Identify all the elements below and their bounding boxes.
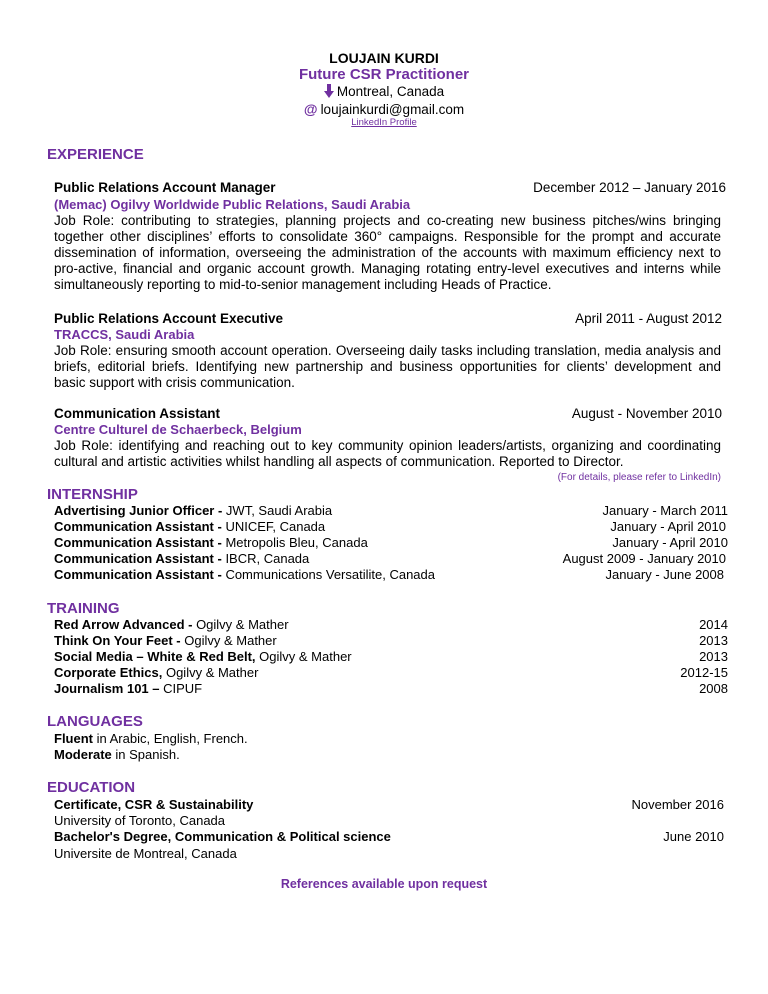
job-title: Communication Assistant (54, 406, 221, 421)
job-company: Centre Culturel de Schaerbeck, Belgium (54, 422, 302, 437)
training-org: Ogilvy & Mather (196, 617, 289, 632)
email-icon: @ (303, 101, 318, 117)
internship-entry (54, 519, 325, 534)
job-description (54, 213, 721, 293)
section-heading-experience: EXPERIENCE (47, 146, 144, 163)
job-company: (Memac) Ogilvy Worldwide Public Relations, Saudi Arabia (54, 197, 411, 212)
description-line: simultaneously reporting to mid-to-senior management including Heads of Practice. (54, 277, 552, 292)
description-line: Job Role: identifying and reaching out to key community opinion leaders/artists, organizing and coordinating (54, 438, 721, 453)
training-entry (54, 617, 289, 632)
education-date: June 2010 (663, 829, 724, 844)
internship-dates: January - April 2010 (612, 535, 728, 550)
job-description (54, 343, 721, 391)
job-title: Public Relations Account Manager (54, 180, 276, 195)
linkedin-link[interactable]: LinkedIn Profile (351, 117, 417, 128)
description-line: cultural and artistic activities whilst handling all aspects of communication. Reported to Director. (54, 454, 624, 469)
references-note: References available upon request (280, 877, 488, 891)
internship-org: IBCR, Canada (225, 551, 310, 566)
email-address[interactable]: loujainkurdi@gmail.com (320, 102, 465, 117)
internship-entry (54, 535, 368, 550)
language-level: Fluent (54, 731, 93, 746)
internship-dates: January - March 2011 (602, 503, 728, 518)
section-heading-education: EDUCATION (47, 779, 136, 796)
training-year: 2013 (699, 649, 728, 664)
language-detail: in Spanish. (111, 747, 180, 762)
description-line: basic support with crisis communication. (54, 375, 295, 390)
language-detail: in Arabic, English, French. (93, 731, 248, 746)
internship-entry (54, 567, 435, 582)
training-entry (54, 633, 277, 648)
training-year: 2012-15 (680, 665, 728, 680)
internship-role: Communication Assistant - (54, 519, 226, 534)
details-note: (For details, please refer to LinkedIn) (557, 472, 721, 483)
candidate-name: LOUJAIN KURDI (329, 50, 439, 66)
section-heading-internship: INTERNSHIP (47, 486, 138, 503)
training-course: Corporate Ethics, (54, 665, 166, 680)
internship-org: Communications Versatilite, Canada (225, 567, 435, 582)
job-dates: December 2012 – January 2016 (533, 180, 726, 195)
section-heading-languages: LANGUAGES (47, 713, 143, 730)
job-title: Public Relations Account Executive (54, 311, 284, 326)
training-year: 2008 (699, 681, 728, 696)
training-course: Social Media – White & Red Belt, (54, 649, 260, 664)
education-school: Universite de Montreal, Canada (54, 846, 237, 861)
internship-dates: January - June 2008 (605, 567, 724, 582)
description-line: pro-active, financial and organic account growth. Managing rotating entry-level executives and interns while (54, 261, 721, 276)
job-dates: August - November 2010 (571, 406, 722, 421)
internship-role: Communication Assistant - (54, 551, 226, 566)
education-date: November 2016 (631, 797, 724, 812)
job-company: TRACCS, Saudi Arabia (54, 327, 195, 342)
description-line: dissemination of information, overseeing the administration of the accounts with maximum efficiency next to (54, 245, 721, 260)
location-pin-icon (324, 84, 334, 101)
internship-entry (54, 551, 309, 566)
training-org: Ogilvy & Mather (259, 649, 352, 664)
description-line: briefs, editorial briefs. Identifying new partnership and business opportunities for clients’ development and (54, 359, 721, 374)
internship-entry (54, 503, 332, 518)
training-entry (54, 681, 202, 696)
job-dates: April 2011 - August 2012 (575, 311, 722, 326)
language-level: Moderate (54, 747, 112, 762)
location-line (0, 84, 768, 101)
section-heading-training: TRAINING (47, 600, 120, 617)
training-org: Ogilvy & Mather (165, 665, 259, 680)
location-text: Montreal, Canada (336, 84, 445, 100)
education-school: University of Toronto, Canada (54, 813, 226, 828)
description-line: Job Role: contributing to strategies, planning projects and co-creating new business pitches/wins bringing (54, 213, 721, 228)
email-line (0, 101, 768, 117)
education-degree: Bachelor's Degree, Communication & Political science (54, 829, 391, 844)
linkedin-line (0, 117, 768, 128)
internship-dates: August 2009 - January 2010 (562, 551, 726, 566)
internship-role: Communication Assistant - (54, 567, 226, 582)
job-description (54, 438, 721, 470)
training-year: 2014 (699, 617, 728, 632)
internship-dates: January - April 2010 (610, 519, 726, 534)
training-year: 2013 (699, 633, 728, 648)
training-org: Ogilvy & Mather (184, 633, 277, 648)
education-degree: Certificate, CSR & Sustainability (54, 797, 254, 812)
training-course: Think On Your Feet - (54, 633, 185, 648)
training-entry (54, 665, 258, 680)
language-entry (54, 731, 248, 746)
internship-org: JWT, Saudi Arabia (225, 503, 333, 518)
tagline: Future CSR Practitioner (298, 66, 470, 83)
training-entry (54, 649, 352, 664)
training-course: Red Arrow Advanced - (54, 617, 197, 632)
internship-role: Communication Assistant - (54, 535, 226, 550)
training-course: Journalism 101 – (54, 681, 164, 696)
language-entry (54, 747, 180, 762)
description-line: together other disciplines’ efforts to consolidate 360° campaigns. Responsible for the prompt and accurate (54, 229, 721, 244)
training-org: CIPUF (163, 681, 203, 696)
description-line: Job Role: ensuring smooth account operation. Overseeing daily tasks including translation, media analysis and (54, 343, 721, 358)
internship-org: UNICEF, Canada (225, 519, 326, 534)
internship-role: Advertising Junior Officer - (54, 503, 226, 518)
internship-org: Metropolis Bleu, Canada (225, 535, 368, 550)
